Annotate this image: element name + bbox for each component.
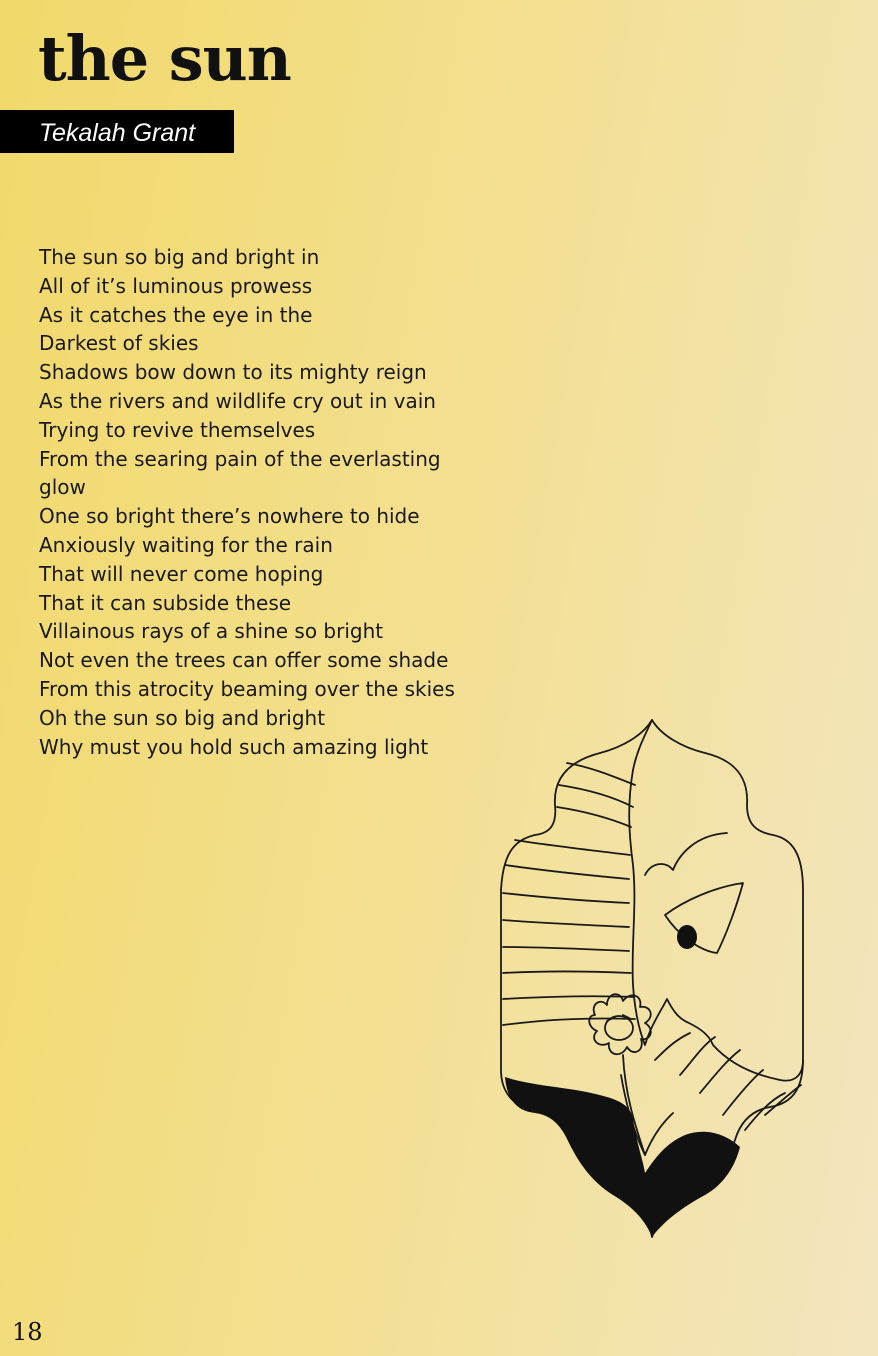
poem-line: Not even the trees can offer some shade [39,648,449,673]
poem-line: As the rivers and wildlife cry out in vain [39,388,436,413]
page-number: 18 [12,1318,43,1346]
face-profile [629,720,803,1081]
author-name: Tekalah Grant [39,119,196,147]
poem-line: Anxiously waiting for the rain [39,532,333,557]
poem-line: Trying to revive themselves [39,417,316,442]
arch-frame-outline [501,720,803,1237]
brow-curl [645,833,727,875]
eye-outline [665,883,743,953]
poem-line: Why must you hold such amazing light [39,734,429,759]
eye-pupil [677,925,697,949]
poem-line: That will never come hoping [39,561,324,586]
poem-line: That it can subside these [39,590,292,615]
poem-body [39,243,519,761]
dark-ground [505,1077,740,1237]
poem-title: the sun [38,22,291,95]
flower-petals [589,994,651,1054]
poem-line: The sun so big and bright in [39,245,320,269]
poem-line: Oh the sun so big and bright [39,705,326,730]
sun-illustration [495,715,810,1240]
poem-line: Darkest of skies [39,331,199,356]
poem-line: One so bright there’s nowhere to hide [39,504,420,529]
poem-line: From this atrocity beaming over the skies [39,676,455,701]
poem-line: Villainous rays of a shine so bright [39,619,384,644]
poem-line: glow [39,475,86,500]
poem-line: As it catches the eye in the [39,302,313,327]
poem-line: Shadows bow down to its mighty reign [39,360,427,385]
poem-line: From the searing pain of the everlasting [39,446,441,471]
author-banner [0,110,234,153]
poem-line: All of it’s luminous prowess [39,273,313,298]
